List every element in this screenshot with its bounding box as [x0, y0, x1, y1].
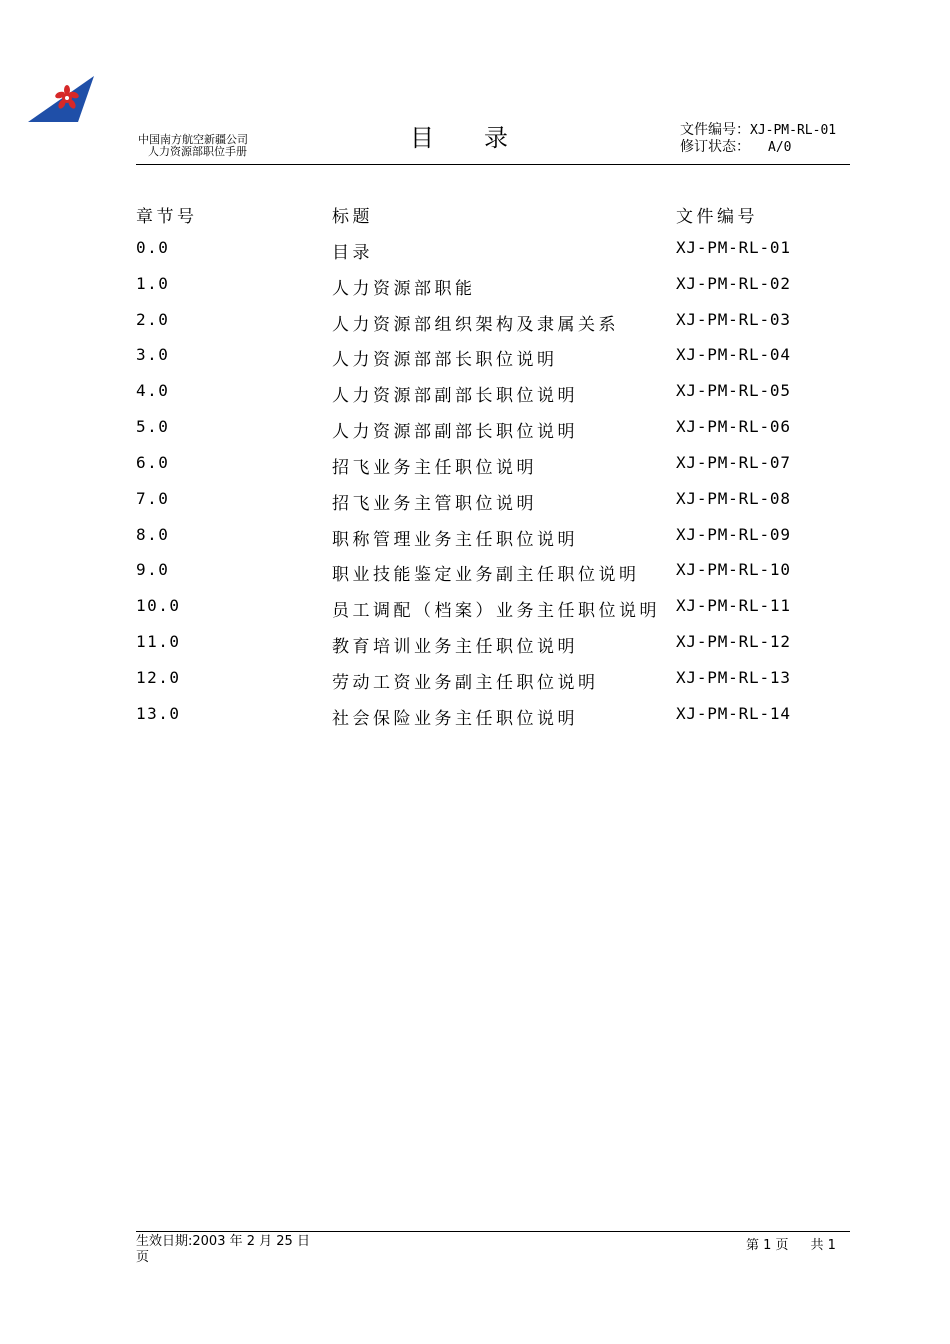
doc-number-label: 文件编号： [680, 122, 750, 138]
toc-row [136, 417, 836, 453]
toc-chapter-number: 2.0 [136, 309, 170, 329]
toc-chapter-number: 4.0 [136, 381, 170, 401]
toc-row [136, 238, 836, 274]
toc-row [136, 596, 836, 632]
column-header-chapter: 章节号 [136, 207, 198, 227]
toc-chapter-number: 6.0 [136, 452, 170, 472]
toc-entry-title: 目录 [332, 242, 373, 263]
toc-entry-title: 人力资源部部长职位说明 [332, 350, 558, 371]
toc-chapter-number: 7.0 [136, 488, 170, 508]
revision-value: A/0 [768, 140, 792, 155]
toc-chapter-number: 13.0 [136, 703, 181, 723]
revision-label: 修订状态： [680, 139, 750, 155]
toc-table [136, 202, 836, 740]
page-title: 目录 [410, 124, 558, 152]
effective-date-line-1: 生效日期:2003 年 2 月 25 日 [136, 1234, 310, 1249]
page-current: 第 1 页 [746, 1238, 789, 1253]
toc-entry-title: 职业技能鉴定业务副主任职位说明 [332, 565, 640, 586]
toc-doc-number: XJ-PM-RL-11 [676, 596, 791, 616]
page-total: 共 1 [810, 1238, 836, 1253]
toc-doc-number: XJ-PM-RL-04 [676, 345, 791, 365]
toc-doc-number: XJ-PM-RL-14 [676, 703, 791, 723]
toc-chapter-number: 10.0 [136, 596, 181, 616]
toc-doc-number: XJ-PM-RL-07 [676, 452, 791, 472]
toc-chapter-number: 5.0 [136, 417, 170, 437]
toc-doc-number: XJ-PM-RL-05 [676, 381, 791, 401]
toc-row [136, 274, 836, 310]
revision-row [680, 139, 836, 156]
toc-doc-number: XJ-PM-RL-12 [676, 632, 791, 652]
page-number [746, 1234, 836, 1253]
company-logo-icon [28, 76, 94, 124]
toc-doc-number: XJ-PM-RL-03 [676, 309, 791, 329]
toc-doc-number: XJ-PM-RL-01 [676, 237, 791, 257]
footer-divider [136, 1231, 850, 1232]
toc-doc-number: XJ-PM-RL-08 [676, 488, 791, 508]
toc-header-row [136, 202, 836, 238]
toc-entry-title: 员工调配（档案）业务主任职位说明 [332, 601, 660, 622]
toc-row [136, 704, 836, 740]
toc-doc-number: XJ-PM-RL-10 [676, 560, 791, 580]
toc-row [136, 560, 836, 596]
toc-entry-title: 人力资源部职能 [332, 278, 476, 299]
toc-entry-title: 社会保险业务主任职位说明 [332, 708, 578, 729]
toc-entry-title: 人力资源部组织架构及隶属关系 [332, 314, 619, 335]
toc-chapter-number: 3.0 [136, 345, 170, 365]
column-header-title: 标题 [332, 207, 373, 227]
toc-row [136, 453, 836, 489]
toc-chapter-number: 8.0 [136, 524, 170, 544]
document-meta [680, 122, 836, 156]
toc-row [136, 525, 836, 561]
column-header-doc-number: 文件编号 [676, 207, 758, 227]
effective-date [136, 1234, 366, 1266]
toc-chapter-number: 12.0 [136, 667, 181, 687]
toc-doc-number: XJ-PM-RL-06 [676, 417, 791, 437]
header-divider [136, 164, 850, 165]
toc-row [136, 381, 836, 417]
doc-number-row [680, 122, 836, 139]
effective-date-line-2: 页 [136, 1250, 150, 1265]
toc-row [136, 310, 836, 346]
toc-chapter-number: 9.0 [136, 560, 170, 580]
toc-row [136, 668, 836, 704]
toc-chapter-number: 0.0 [136, 237, 170, 257]
toc-row [136, 345, 836, 381]
toc-entry-title: 人力资源部副部长职位说明 [332, 422, 578, 443]
toc-row [136, 632, 836, 668]
toc-doc-number: XJ-PM-RL-09 [676, 524, 791, 544]
toc-entry-title: 招飞业务主管职位说明 [332, 493, 537, 514]
toc-doc-number: XJ-PM-RL-13 [676, 667, 791, 687]
toc-entry-title: 招飞业务主任职位说明 [332, 457, 537, 478]
toc-entry-title: 人力资源部副部长职位说明 [332, 386, 578, 407]
toc-doc-number: XJ-PM-RL-02 [676, 273, 791, 293]
toc-chapter-number: 11.0 [136, 632, 181, 652]
toc-entry-title: 职称管理业务主任职位说明 [332, 529, 578, 550]
toc-entry-title: 劳动工资业务副主任职位说明 [332, 672, 599, 693]
company-line-1: 中国南方航空新疆公司 [138, 133, 248, 146]
toc-row [136, 489, 836, 525]
toc-entry-title: 教育培训业务主任职位说明 [332, 637, 578, 658]
doc-number-value: XJ-PM-RL-01 [750, 123, 837, 138]
toc-chapter-number: 1.0 [136, 273, 170, 293]
company-line-2: 人力资源部职位手册 [148, 145, 247, 158]
company-name [138, 134, 248, 158]
